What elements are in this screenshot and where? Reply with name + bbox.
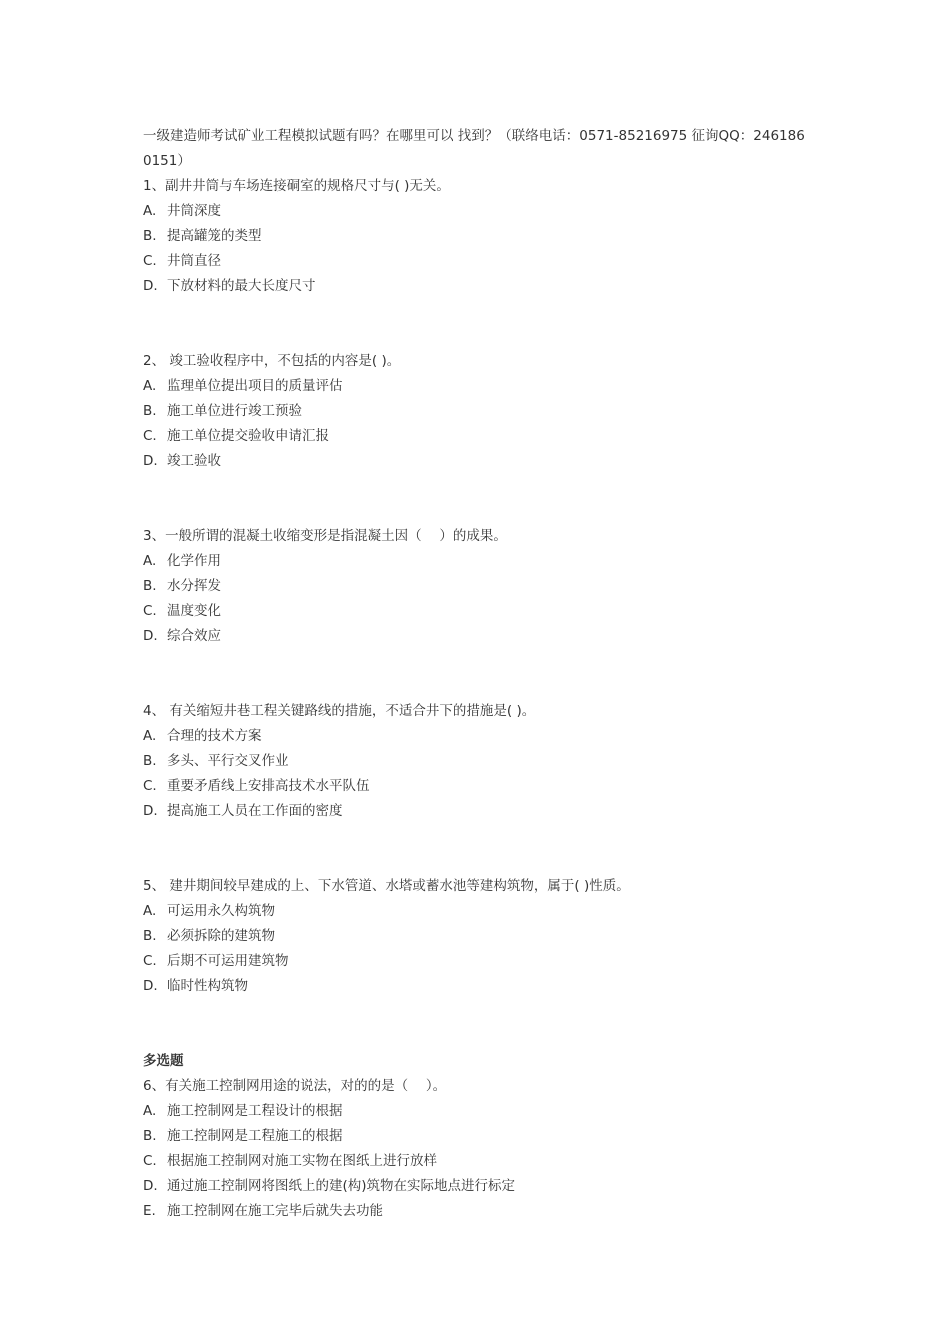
option-text: 井筒深度	[167, 203, 221, 219]
option-text: 可运用永久构筑物	[167, 903, 275, 919]
option-text: 监理单位提出项目的质量评估	[167, 378, 343, 394]
option-d	[143, 274, 813, 299]
option-b	[143, 224, 813, 249]
option-e	[143, 1199, 813, 1224]
option-text: 提高罐笼的类型	[167, 228, 262, 244]
option-b	[143, 749, 813, 774]
option-letter: C.	[143, 603, 157, 619]
document-page	[143, 124, 813, 1224]
question-5	[143, 874, 813, 999]
option-letter: A.	[143, 203, 157, 219]
option-c	[143, 1149, 813, 1174]
option-text: 重要矛盾线上安排高技术水平队伍	[167, 778, 370, 794]
option-d	[143, 799, 813, 824]
option-a	[143, 199, 813, 224]
option-letter: D.	[143, 628, 158, 644]
option-text: 竣工验收	[167, 453, 221, 469]
question-stem: 1、副井井筒与车场连接硐室的规格尺寸与( )无关。	[143, 178, 450, 194]
option-d	[143, 1174, 813, 1199]
question-stem: 3、一般所谓的混凝土收缩变形是指混凝土因（ ）的成果。	[143, 528, 507, 544]
option-text: 井筒直径	[167, 253, 221, 269]
option-text: 施工控制网在施工完毕后就失去功能	[167, 1203, 383, 1219]
option-c	[143, 599, 813, 624]
option-c	[143, 424, 813, 449]
option-c	[143, 249, 813, 274]
option-d	[143, 974, 813, 999]
option-letter: E.	[143, 1203, 156, 1219]
option-letter: B.	[143, 928, 157, 944]
option-c	[143, 774, 813, 799]
option-a	[143, 374, 813, 399]
option-letter: C.	[143, 1153, 157, 1169]
option-text: 根据施工控制网对施工实物在图纸上进行放样	[167, 1153, 437, 1169]
option-letter: D.	[143, 278, 158, 294]
option-letter: B.	[143, 228, 157, 244]
option-a	[143, 724, 813, 749]
option-letter: D.	[143, 803, 158, 819]
option-letter: A.	[143, 728, 157, 744]
option-letter: B.	[143, 403, 157, 419]
option-letter: B.	[143, 1128, 157, 1144]
option-text: 施工控制网是工程设计的根据	[167, 1103, 343, 1119]
option-letter: A.	[143, 378, 157, 394]
option-text: 施工单位进行竣工预验	[167, 403, 302, 419]
option-letter: A.	[143, 553, 157, 569]
question-stem: 2、 竣工验收程序中，不包括的内容是( )。	[143, 353, 401, 369]
option-letter: A.	[143, 1103, 157, 1119]
option-letter: C.	[143, 953, 157, 969]
spacer	[143, 824, 813, 874]
option-b	[143, 1124, 813, 1149]
option-text: 临时性构筑物	[167, 978, 248, 994]
question-4	[143, 699, 813, 824]
option-letter: B.	[143, 753, 157, 769]
option-text: 温度变化	[167, 603, 221, 619]
spacer	[143, 649, 813, 699]
option-text: 施工单位提交验收申请汇报	[167, 428, 329, 444]
spacer	[143, 474, 813, 524]
option-letter: B.	[143, 578, 157, 594]
option-letter: C.	[143, 253, 157, 269]
option-text: 多头、平行交叉作业	[167, 753, 289, 769]
option-text: 必须拆除的建筑物	[167, 928, 275, 944]
option-letter: C.	[143, 778, 157, 794]
option-text: 提高施工人员在工作面的密度	[167, 803, 343, 819]
option-letter: C.	[143, 428, 157, 444]
spacer	[143, 999, 813, 1049]
option-letter: A.	[143, 903, 157, 919]
multi-select-section	[143, 1049, 813, 1224]
question-stem: 6、有关施工控制网用途的说法，对的的是（ ）。	[143, 1078, 447, 1094]
option-text: 施工控制网是工程施工的根据	[167, 1128, 343, 1144]
option-text: 化学作用	[167, 553, 221, 569]
option-text: 合理的技术方案	[167, 728, 262, 744]
spacer	[143, 299, 813, 349]
section-title: 多选题	[143, 1053, 184, 1069]
option-c	[143, 949, 813, 974]
option-text: 下放材料的最大长度尺寸	[167, 278, 316, 294]
option-b	[143, 399, 813, 424]
option-b	[143, 924, 813, 949]
option-text: 综合效应	[167, 628, 221, 644]
option-a	[143, 899, 813, 924]
option-a	[143, 549, 813, 574]
option-text: 后期不可运用建筑物	[167, 953, 289, 969]
question-2	[143, 349, 813, 474]
question-3	[143, 524, 813, 649]
question-1	[143, 174, 813, 299]
option-letter: D.	[143, 453, 158, 469]
option-d	[143, 624, 813, 649]
option-letter: D.	[143, 1178, 158, 1194]
question-stem: 5、 建井期间较早建成的上、下水管道、水塔或蓄水池等建构筑物，属于( )性质。	[143, 878, 630, 894]
option-text: 水分挥发	[167, 578, 221, 594]
option-letter: D.	[143, 978, 158, 994]
option-d	[143, 449, 813, 474]
question-stem: 4、 有关缩短井巷工程关键路线的措施，不适合井下的措施是( )。	[143, 703, 536, 719]
option-a	[143, 1099, 813, 1124]
option-text: 通过施工控制网将图纸上的建(构)筑物在实际地点进行标定	[167, 1178, 516, 1194]
intro-text: 一级建造师考试矿业工程模拟试题有吗？在哪里可以 找到？（联络电话：0571-85216975 征询QQ：2461860151）	[143, 128, 805, 169]
option-b	[143, 574, 813, 599]
